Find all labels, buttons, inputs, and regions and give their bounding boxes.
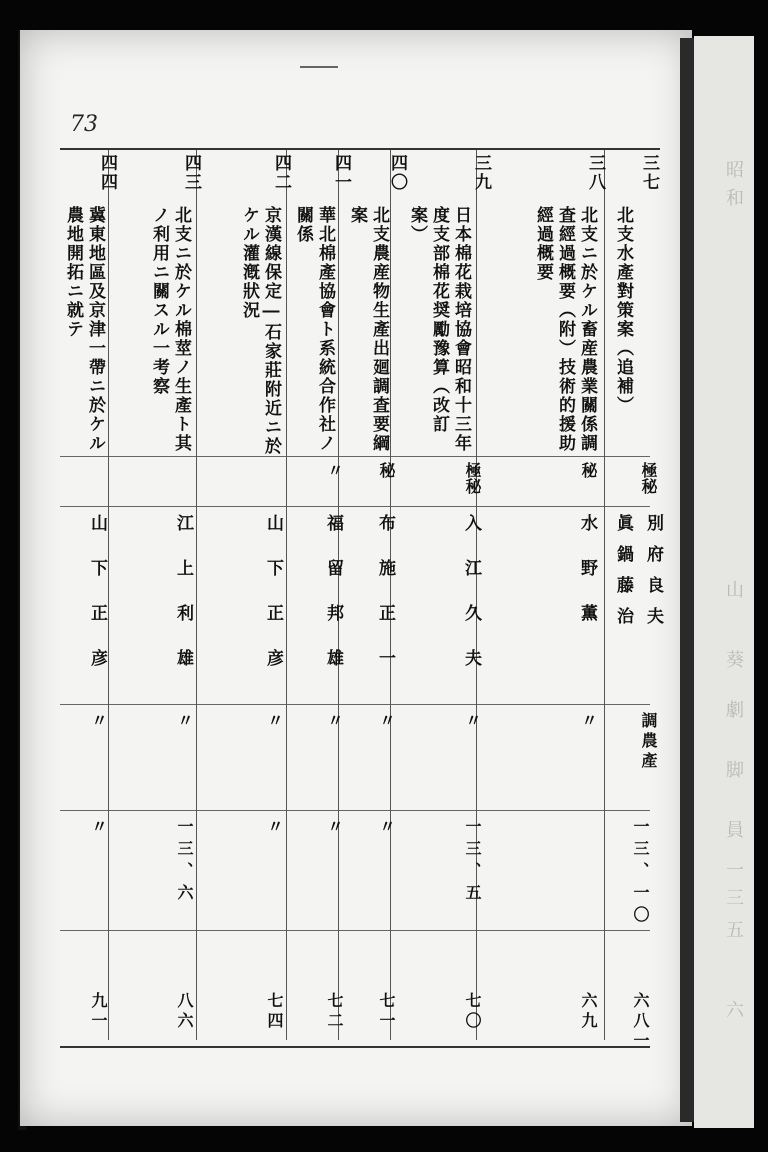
entry-publisher: 〃 xyxy=(175,712,194,732)
entry-page-ref: 七一 xyxy=(377,992,396,1032)
entry-author: 入江久夫 xyxy=(461,514,481,694)
table-top-rule xyxy=(60,148,650,150)
entry-date: 一三、五 xyxy=(463,818,482,906)
entry-page-ref: 七〇 xyxy=(463,992,482,1032)
entry-author: 別府良夫 xyxy=(643,514,663,638)
entry-publisher: 〃 xyxy=(377,712,396,732)
entry-number: 三九 xyxy=(471,154,491,192)
bleed-text: 昭和 xyxy=(723,160,744,216)
bleed-text: 五 xyxy=(723,920,744,948)
entry-title: 日本棉花栽培協會昭和十三年度支部棉花奨勵豫算（改訂案） xyxy=(407,206,471,453)
entry-number: 四二 xyxy=(271,154,291,192)
bleed-text: 葵 xyxy=(723,650,744,678)
entry-title: 北支ニ於ケル棉莖ノ生產ト其ノ利用ニ關スル一考察 xyxy=(149,206,191,453)
bleed-text: 員 xyxy=(723,820,744,848)
entry-author: 福留邦雄 xyxy=(323,514,343,694)
entry-classification: 〃 xyxy=(325,462,344,478)
entry-author: 山下正彦 xyxy=(87,514,107,694)
entry-date: 〃 xyxy=(325,818,344,858)
entry-classification: 秘 xyxy=(579,462,598,478)
entry-date: 一三、六 xyxy=(175,818,194,906)
entry-number: 四四 xyxy=(97,154,117,192)
entry-title: 冀東地區及京津一帶ニ於ケル農地開拓ニ就テ xyxy=(63,206,105,453)
entry-title: 北支水產對策案（追補） xyxy=(613,206,633,415)
entry-publisher: 〃 xyxy=(325,712,344,732)
bleed-text: 山 xyxy=(723,580,744,608)
entry-classification: 秘 xyxy=(377,462,396,478)
entry-author: 水野薫 xyxy=(577,514,597,649)
entry-publisher: 〃 xyxy=(89,712,108,732)
row-rule-class xyxy=(60,506,650,507)
entry-page-ref: 六八一 xyxy=(631,992,650,1052)
bleed-text: 六 xyxy=(723,1000,744,1028)
entry-number: 四〇 xyxy=(387,154,407,192)
entry-page-ref: 八六 xyxy=(175,992,194,1032)
row-rule-title xyxy=(60,456,650,457)
row-rule-date xyxy=(60,930,650,931)
bleed-text: 脚 xyxy=(723,760,744,788)
column-divider xyxy=(286,150,287,1040)
bleed-text: 一三 xyxy=(723,860,744,916)
entry-title: 北支農産物生產出廻調査要綱案 xyxy=(347,206,389,453)
bleed-text: 劇 xyxy=(723,700,744,728)
table-bottom-rule xyxy=(60,1046,650,1048)
row-rule-author xyxy=(60,704,650,705)
entry-classification: 極秘 xyxy=(639,462,658,494)
entry-author: 布施正一 xyxy=(375,514,395,694)
entry-page-ref: 九一 xyxy=(89,992,108,1032)
entry-title: 華北棉產協會ト系統合作社ノ關係 xyxy=(293,206,335,453)
entry-author: 山下正彦 xyxy=(263,514,283,694)
entry-page-ref: 六九 xyxy=(579,992,598,1032)
entry-number: 三八 xyxy=(585,154,605,192)
entry-title: 北支ニ於ケル畜産農業關係調査經過概要（附）技術的援助經過概要 xyxy=(533,206,597,453)
header-rule xyxy=(300,66,338,68)
entry-publisher: 〃 xyxy=(579,712,598,732)
entry-number: 四一 xyxy=(331,154,351,192)
entry-publisher: 調農產 xyxy=(639,712,658,772)
entry-page-ref: 七四 xyxy=(265,992,284,1032)
book-spine xyxy=(680,38,694,1122)
page-number: 73 xyxy=(70,112,98,137)
entry-author-2: 眞鍋藤治 xyxy=(613,514,633,638)
entry-classification: 極秘 xyxy=(463,462,482,494)
entry-publisher: 〃 xyxy=(463,712,482,732)
entry-date: 〃 xyxy=(265,818,284,858)
entry-page-ref: 七二 xyxy=(325,992,344,1032)
entry-date: 〃 xyxy=(89,818,108,858)
entry-number: 三七 xyxy=(639,154,659,192)
entry-publisher: 〃 xyxy=(265,712,284,732)
column-divider xyxy=(196,150,197,1040)
entry-date: 〃 xyxy=(377,818,396,858)
entry-date: 一三、一〇 xyxy=(631,818,650,928)
entry-number: 四三 xyxy=(181,154,201,192)
row-rule-publisher xyxy=(60,810,650,811)
entry-author: 江上利雄 xyxy=(173,514,193,694)
entry-title: 京漢線保定―石家莊附近ニ於ケル灌漑狀況 xyxy=(239,206,281,456)
